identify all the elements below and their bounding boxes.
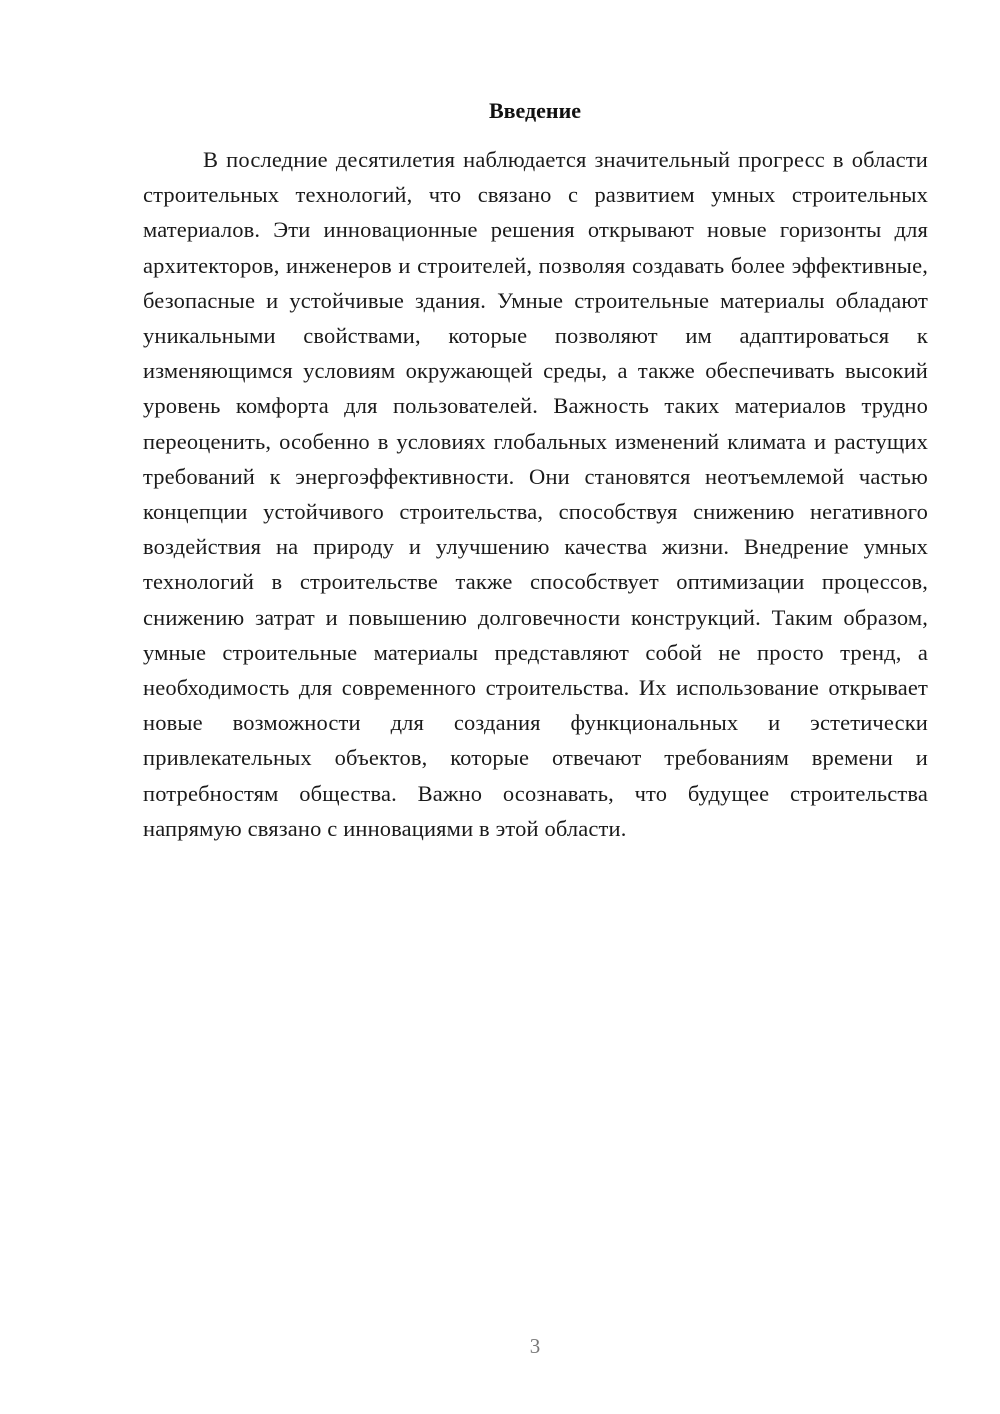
body-paragraph: В последние десятилетия наблюдается значительный прогресс в области строительных технологий, что связано с развитием умных строительных материалов. Эти инновационные решения открывают новые горизонты для архитекторов, инженеров и строителей, позволяя создавать более эффективные, безопасные и устойчивые здания. Умные строительные материалы обладают уникальными свойствами, которые позволяют им адаптироваться к изменяющимся условиям окружающей среды, а также обеспечивать высокий уровень комфорта для пользователей. Важность таких материалов трудно переоценить, особенно в условиях глобальных изменений климата и растущих требований к энергоэффективности. Они становятся неотъемлемой частью концепции устойчивого строительства, способствуя снижению негативного воздействия на природу и улучшению качества жизни. Внедрение умных технологий в строительстве также способствует оптимизации процессов, снижению затрат и повышению долговечности конструкций. Таким образом, умные строительные материалы представляют собой не просто тренд, а необходимость для современного строительства. Их использование открывает новые возможности для создания функциональных и эстетически привлекательных объектов, которые отвечают требованиям времени и потребностям общества. Важно осознавать, что будущее строительства напрямую связано с инновациями в этой области. bbox=[143, 147, 928, 841]
page-number: 3 bbox=[529, 1334, 541, 1358]
section-heading: Введение bbox=[488, 98, 582, 123]
